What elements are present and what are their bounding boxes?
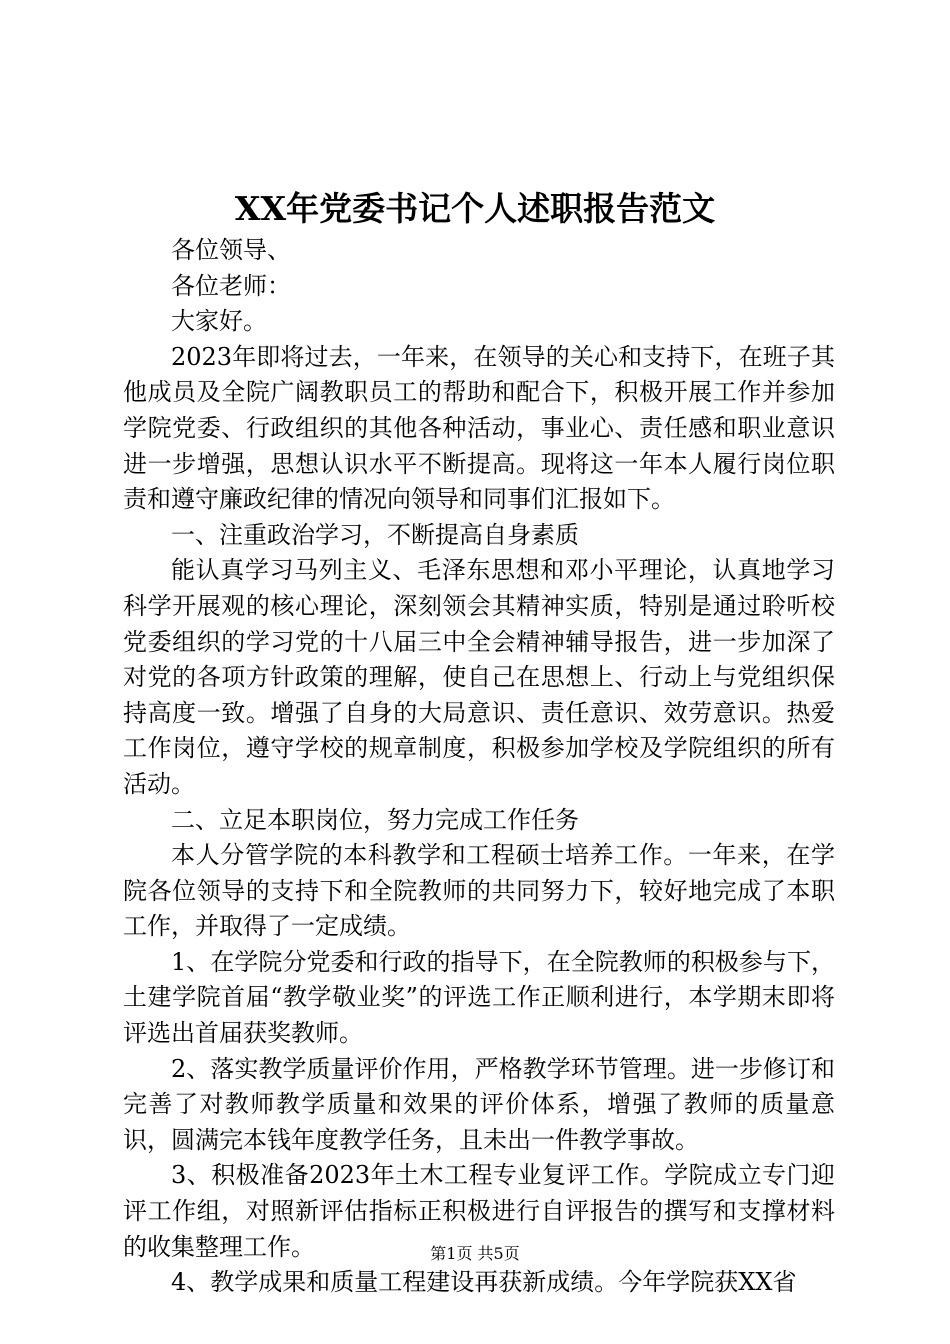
section-1-paragraph: 能认真学习马列主义、毛泽东思想和邓小平理论，认真地学习科学开展观的核心理论，深刻领会其精神实质，特别是通过聆听校党委组织的学习党的十八届三中全会精神辅导报告，进一步加深了对党的各项方针政策的理解，使自己在思想上、行动上与党组织保持高度一致。增强了自身的大局意识、责任意识、效劳意识。热爱工作岗位，遵守学校的规章制度，积极参加学校及学院组织的所有活动。 [123, 556, 835, 798]
list-item-1: 1、在学院分党委和行政的指导下，在全院教师的积极参与下，土建学院首届“教学敬业奖”的评选工作正顺利进行，本学期末即将评选出首届获奖教师。 [123, 947, 835, 1048]
intro-paragraph: 2023年即将过去，一年来，在领导的关心和支持下，在班子其他成员及全院广阔教职员工的帮助和配合下，积极开展工作并参加学院党委、行政组织的其他各种活动，事业心、责任感和职业意识进一步增强，思想认识水平不断提高。现将这一年本人履行岗位职责和遵守廉政纪律的情况向领导和同事们汇报如下。 [123, 342, 835, 514]
section-2-paragraph: 本人分管学院的本科教学和工程硕士培养工作。一年来，在学院各位领导的支持下和全院教师的共同努力下，较好地完成了本职工作，并取得了一定成绩。 [123, 841, 835, 941]
salutation-leaders: 各位领导、 [171, 236, 291, 264]
section-heading-1: 一、注重政治学习，不断提高自身素质 [171, 520, 579, 549]
section-heading-2: 二、立足本职岗位，努力完成工作任务 [171, 805, 579, 834]
document-body [123, 233, 835, 1301]
document-title: XX年党委书记个人述职报告范文 [234, 189, 716, 228]
salutation-teachers: 各位老师： [171, 271, 291, 300]
greeting: 大家好。 [171, 307, 267, 336]
list-item-3: 3、积极准备2023年土木工程专业复评工作。学院成立专门迎评工作组，对照新评估指标正积极进行自评报告的撰写和支撑材料的收集整理工作。 [123, 1161, 835, 1261]
page-footer: 第1页 共5页 [430, 1244, 520, 1263]
list-item-4: 4、教学成果和质量工程建设再获新成绩。今年学院获XX省 [171, 1268, 797, 1297]
list-item-2: 2、落实教学质量评价作用，严格教学环节管理。进一步修订和完善了对教师教学质量和效果的评价体系，增强了教师的质量意识，圆满完本钱年度教学任务，且未出一件教学事故。 [123, 1054, 835, 1154]
